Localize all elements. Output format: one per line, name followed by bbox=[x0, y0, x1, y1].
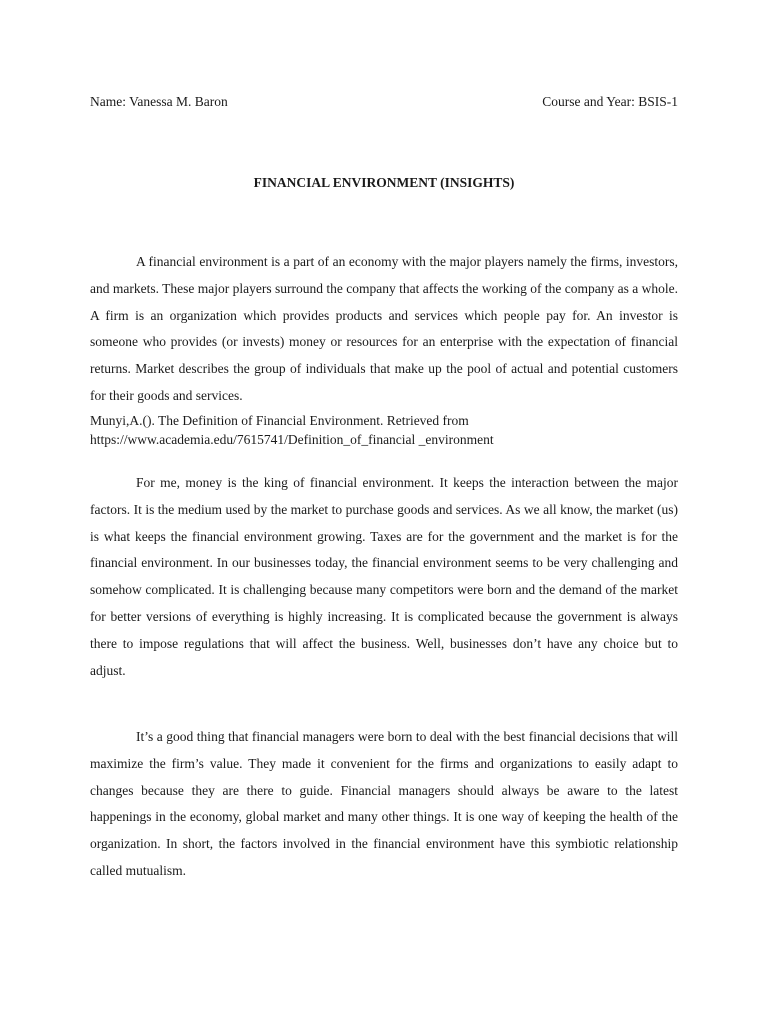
citation-line-1: Munyi,A.(). The Definition of Financial Environment. Retrieved from bbox=[90, 413, 469, 428]
paragraph-1: A financial environment is a part of an economy with the major players namely the firms, investors, and markets. These major players surround the company that affects the working of the company as a whole. A firm is an organization which provides products and services which people pay for. An investor is someone who provides (or invests) money or resources for an enterprise with the expectation of financial returns. Market describes the group of individuals that make up the pool of actual and potential customers for their goods and services. bbox=[90, 254, 678, 403]
paragraph-2: For me, money is the king of financial environment. It keeps the interaction between the major factors. It is the medium used by the market to purchase goods and services. As we all know, the market (us) is what keeps the financial environment growing. Taxes are for the government and the market is for the financial environment. In our businesses today, the financial environment seems to be very challenging and somehow complicated. It is challenging because many competitors were born and the demand of the market for better versions of everything is highly increasing. It is complicated because the government is always there to impose regulations that will affect the business. Well, businesses don’t have any choice but to adjust. bbox=[90, 475, 678, 678]
document-title: FINANCIAL ENVIRONMENT (INSIGHTS) bbox=[253, 175, 515, 190]
paragraph-3: It’s a good thing that financial managers were born to deal with the best financial decisions that will maximize the firm’s value. They made it convenient for the firms and organizations to easily adapt to changes because they are there to guide. Financial managers should always be aware to the latest happenings in the economy, global market and many other things. It is one way of keeping the health of the organization. In short, the factors involved in the financial environment have this symbiotic relationship called mutualism. bbox=[90, 729, 678, 878]
author-name: Name: Vanessa M. Baron bbox=[90, 94, 228, 109]
course-and-year: Course and Year: BSIS-1 bbox=[542, 94, 678, 109]
header-line bbox=[90, 94, 678, 110]
citation-url: https://www.academia.edu/7615741/Definition_of_financial _environment bbox=[90, 432, 494, 447]
citation bbox=[90, 411, 690, 449]
